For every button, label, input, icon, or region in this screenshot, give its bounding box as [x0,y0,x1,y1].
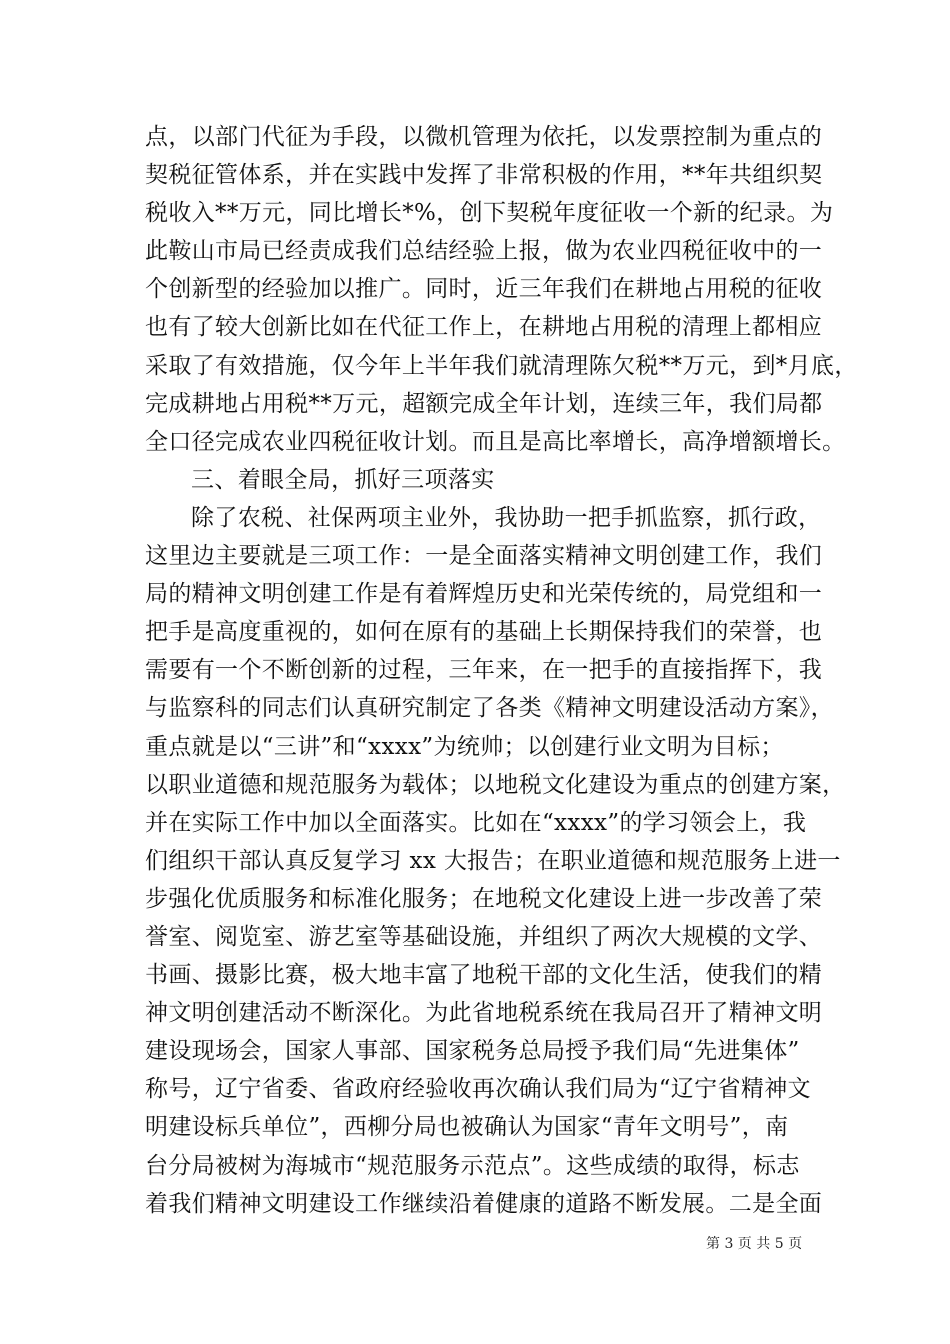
text-line: 这里边主要就是三项工作：一是全面落实精神文明创建工作，我们 [145,543,823,570]
text-line: 誉室、阅览室、游艺室等基础设施，并组织了两次大规模的文学、 [145,923,823,950]
text-line: 以职业道德和规范服务为载体；以地税文化建设为重点的创建方案， [145,771,846,798]
text-line: 采取了有效措施，仅今年上半年我们就清理陈欠税**万元，到*月底， [145,352,858,379]
text-line: 完成耕地占用税**万元，超额完成全年计划，连续三年，我们局都 [145,390,823,417]
text-line: 神文明创建活动不断深化。为此省地税系统在我局召开了精神文明 [145,1000,823,1027]
text-line: 全口径完成农业四税征收计划。而且是高比率增长，高净增额增长。 [145,428,846,455]
text-line: 并在实际工作中加以全面落实。比如在“xxxx”的学习领会上，我 [145,809,807,836]
text-line: 称号，辽宁省委、省政府经验收再次确认我们局为“辽宁省精神文 [145,1076,811,1103]
text-line: 书画、摄影比赛，极大地丰富了地税干部的文化生活，使我们的精 [145,962,823,989]
text-line: 明建设标兵单位”，西柳分局也被确认为国家“青年文明号”，南 [145,1114,789,1141]
text-line: 契税征管体系，并在实践中发挥了非常积极的作用，**年共组织契 [145,162,823,189]
text-line: 与监察科的同志们认真研究制定了各类《精神文明建设活动方案》， [145,695,834,722]
paragraph-first-line: 除了农税、社保两项主业外，我协助一把手抓监察，抓行政， [191,504,822,531]
page-number-footer: 第 3 页 共 5 页 [706,1236,803,1252]
text-line: 局的精神文明创建工作是有着辉煌历史和光荣传统的，局党组和一 [145,581,823,608]
text-line: 把手是高度重视的，如何在原有的基础上长期保持我们的荣誉，也 [145,619,823,646]
body-text [145,118,858,1223]
text-line: 重点就是以“三讲”和“xxxx”为统帅；以创建行业文明为目标； [145,733,784,760]
text-line: 个创新型的经验加以推广。同时，近三年我们在耕地占用税的征收 [145,276,823,303]
text-line: 税收入**万元，同比增长*%，创下契税年度征收一个新的纪录。为 [145,200,834,227]
text-line: 也有了较大创新比如在代征工作上，在耕地占用税的清理上都相应 [145,314,823,341]
text-line: 着我们精神文明建设工作继续沿着健康的道路不断发展。二是全面 [145,1190,823,1217]
text-line: 们组织干部认真反复学习 xx 大报告；在职业道德和规范服务上进一 [145,847,841,874]
text-line: 建设现场会，国家人事部、国家税务总局授予我们局“先进集体” [145,1038,800,1065]
section-heading: 三、着眼全局，抓好三项落实 [191,466,495,493]
text-line: 步强化优质服务和标准化服务；在地税文化建设上进一步改善了荣 [145,885,823,912]
text-line: 台分局被树为海城市“规范服务示范点”。这些成绩的取得，标志 [145,1152,800,1179]
text-line: 此鞍山市局已经责成我们总结经验上报，做为农业四税征收中的一 [145,238,823,265]
text-line: 点，以部门代征为手段，以微机管理为依托，以发票控制为重点的 [145,124,823,150]
text-line: 需要有一个不断创新的过程，三年来，在一把手的直接指挥下，我 [145,657,823,684]
